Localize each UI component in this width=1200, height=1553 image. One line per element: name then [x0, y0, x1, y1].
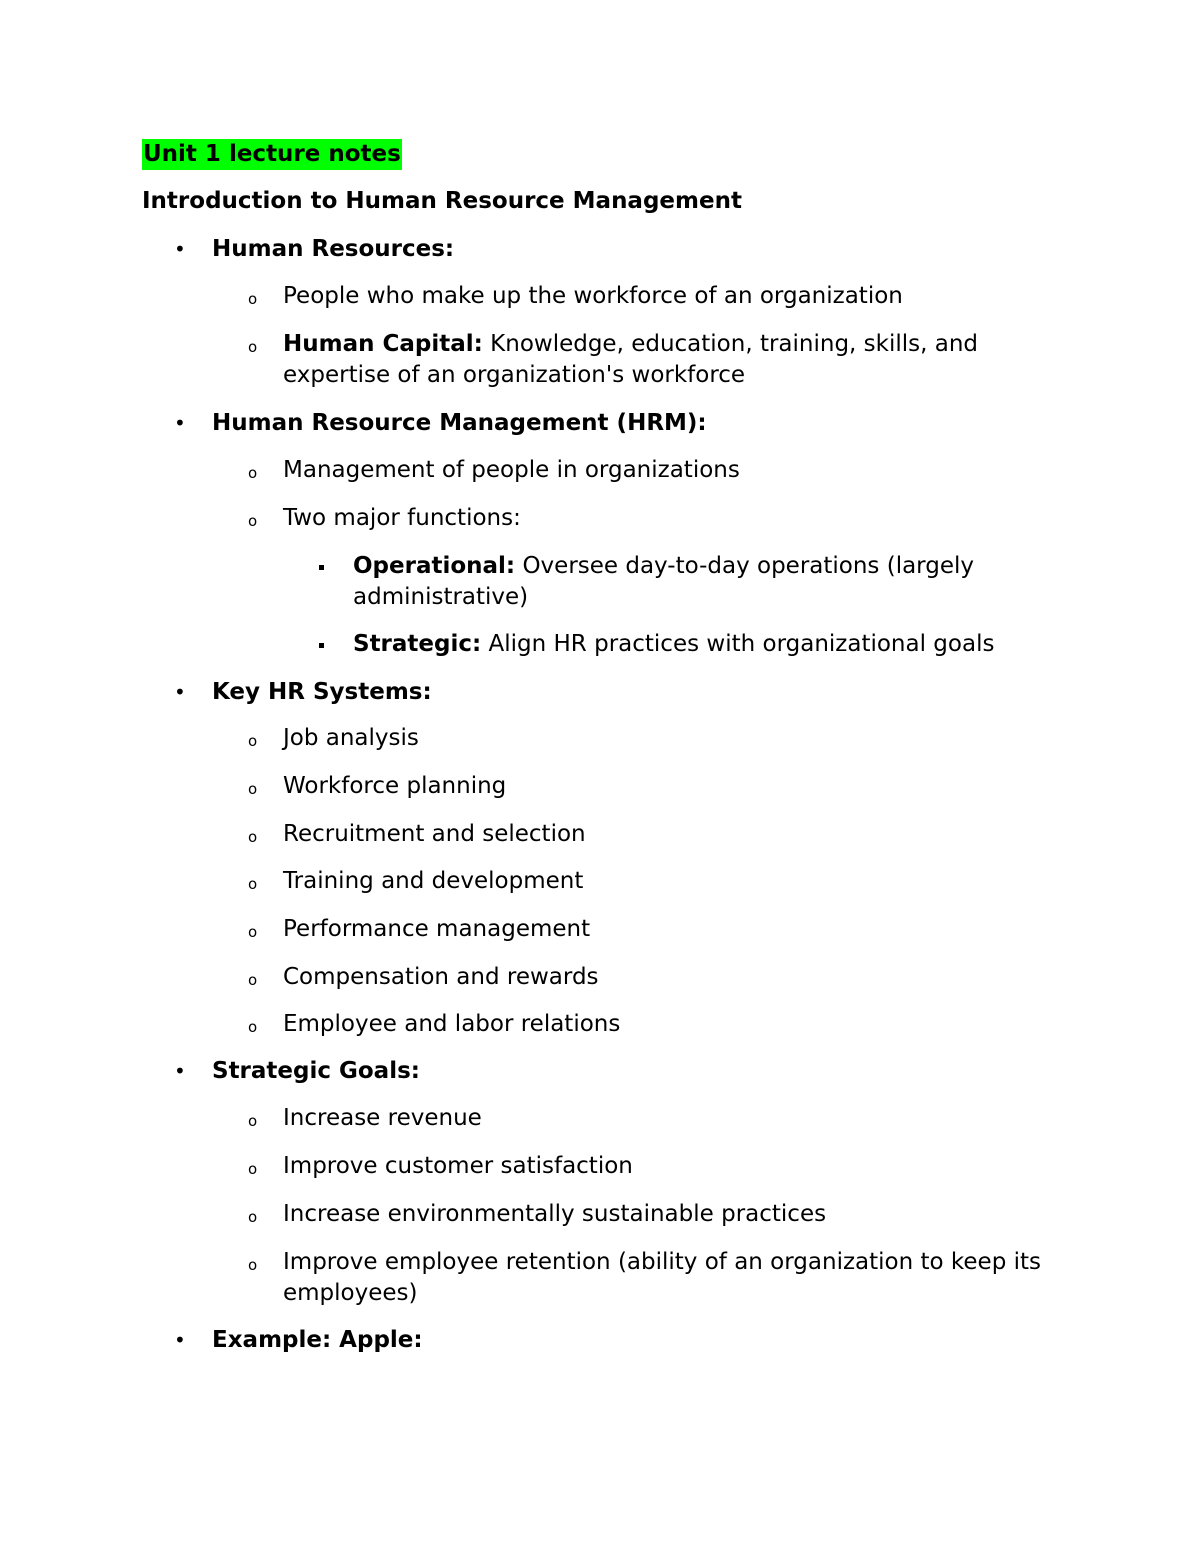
- sub-bullet-icon: o: [248, 923, 258, 941]
- list-item: Increase revenue: [283, 1105, 482, 1131]
- list-item-cont: employees): [283, 1280, 418, 1306]
- example-label: Example: Apple:: [212, 1327, 423, 1353]
- square-bullet-icon: [319, 565, 324, 570]
- main-heading: Introduction to Human Resource Management: [142, 188, 742, 214]
- sub-bullet-icon: o: [248, 290, 258, 308]
- sub-bullet-icon: o: [248, 512, 258, 530]
- strategic-text: Align HR practices with organizational goals: [481, 631, 995, 657]
- sub-bullet-icon: o: [248, 338, 258, 356]
- list-item: Increase environmentally sustainable practices: [283, 1201, 827, 1227]
- bullet-icon: •: [174, 237, 186, 261]
- sub-bullet-icon: o: [248, 1160, 258, 1178]
- bullet-icon: •: [174, 680, 186, 704]
- systems-label: Key HR Systems:: [212, 679, 432, 705]
- sub-bullet-icon: o: [248, 1208, 258, 1226]
- list-item: Compensation and rewards: [283, 964, 599, 990]
- hrm-item-management: Management of people in organizations: [283, 457, 740, 483]
- bullet-icon: •: [174, 1059, 186, 1083]
- sub-bullet-icon: o: [248, 464, 258, 482]
- hr-item-human-capital: [283, 329, 978, 360]
- hr-label: Human Resources:: [212, 236, 455, 262]
- square-bullet-icon: [319, 643, 324, 648]
- operational-text-cont: administrative): [353, 584, 529, 610]
- goals-label: Strategic Goals:: [212, 1058, 420, 1084]
- list-item: Performance management: [283, 916, 591, 942]
- hrm-label: Human Resource Management (HRM):: [212, 410, 707, 436]
- list-item: Training and development: [283, 868, 584, 894]
- sub-bullet-icon: o: [248, 971, 258, 989]
- list-item: Recruitment and selection: [283, 821, 586, 847]
- sub-bullet-icon: o: [248, 1256, 258, 1274]
- human-capital-text: Knowledge, education, training, skills, and: [482, 331, 979, 357]
- sub-bullet-icon: o: [248, 875, 258, 893]
- hrm-strategic: [353, 629, 994, 660]
- human-capital-label: Human Capital:: [283, 331, 483, 357]
- list-item: Job analysis: [283, 725, 419, 751]
- sub-bullet-icon: o: [248, 732, 258, 750]
- operational-label: Operational:: [353, 553, 516, 579]
- human-capital-text-cont: expertise of an organization's workforce: [283, 362, 746, 388]
- hrm-operational: [353, 551, 974, 582]
- list-item: Improve customer satisfaction: [283, 1153, 633, 1179]
- bullet-icon: •: [174, 411, 186, 435]
- list-item: Workforce planning: [283, 773, 507, 799]
- list-item: Employee and labor relations: [283, 1011, 621, 1037]
- list-item: Improve employee retention (ability of an organization to keep its: [283, 1249, 1042, 1275]
- sub-bullet-icon: o: [248, 780, 258, 798]
- unit-title: [142, 139, 402, 170]
- sub-bullet-icon: o: [248, 828, 258, 846]
- bullet-icon: •: [174, 1328, 186, 1352]
- strategic-label: Strategic:: [353, 631, 482, 657]
- sub-bullet-icon: o: [248, 1112, 258, 1130]
- operational-text: Oversee day-to-day operations (largely: [515, 553, 974, 579]
- hrm-item-functions: Two major functions:: [283, 505, 521, 531]
- unit-title-highlight: Unit 1 lecture notes: [142, 139, 402, 170]
- hr-item-workforce: People who make up the workforce of an organization: [283, 283, 903, 309]
- sub-bullet-icon: o: [248, 1018, 258, 1036]
